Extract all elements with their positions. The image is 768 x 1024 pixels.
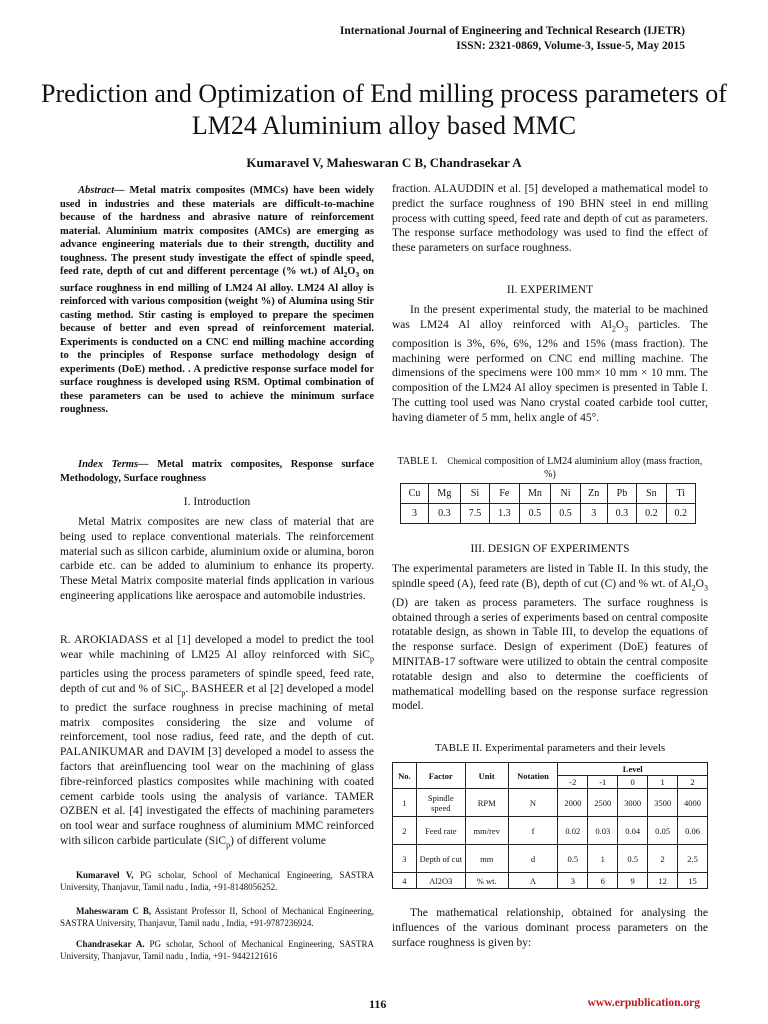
table2-cell-unit: % wt. — [465, 873, 508, 889]
table2-cell-value: 0.5 — [558, 845, 588, 873]
table1-value-row — [401, 504, 696, 524]
table2-row — [393, 789, 708, 817]
table2-level-cell: 1 — [648, 776, 678, 789]
table1-header-cell: Zn — [580, 484, 607, 504]
table2-cell-no: 2 — [393, 817, 417, 845]
table2-cell-value: 1 — [588, 845, 618, 873]
table1-header-cell: Fe — [490, 484, 519, 504]
design-o: O — [695, 577, 704, 590]
table1 — [400, 483, 696, 524]
intro-p2-sub-p1: p — [369, 654, 374, 664]
experiment-sub-3: 3 — [624, 324, 629, 334]
table2-col-unit: Unit — [465, 763, 508, 789]
section-heading-introduction: I. Introduction — [183, 496, 251, 508]
journal-name: International Journal of Engineering and Technical Research (IJETR) — [339, 25, 685, 37]
table1-header-cell: Ni — [551, 484, 580, 504]
table2-cell-value: 0.5 — [618, 845, 648, 873]
table2-cell-value: 3500 — [648, 789, 678, 817]
table1-header-cell: Ti — [666, 484, 695, 504]
footnote-3 — [60, 939, 374, 962]
design-text-a: The experimental parameters are listed in Table II. In this study, the spindle speed (A), feed rate (B), depth of cut (C) and % wt. of Al — [392, 563, 708, 590]
table2-cell-value: 0.06 — [678, 817, 708, 845]
table2-cell-value: 6 — [588, 873, 618, 889]
abstract-sub-2: 2 — [343, 270, 348, 280]
abstract — [60, 184, 374, 417]
intro-p2-b: particles using the process parameters of spindle speed, feed rate, depth of cut and % of SiC — [60, 667, 374, 695]
table2-cell-notation: d — [508, 845, 558, 873]
abstract-sub-3: 3 — [355, 270, 360, 280]
intro-p2 — [60, 633, 374, 853]
page-number: 116 — [369, 997, 387, 1011]
table2-cell-factor: Feed rate — [416, 817, 465, 845]
table2-cell-factor: Spindle speed — [416, 789, 465, 817]
table1-value-cell: 3 — [401, 504, 429, 524]
table2-cell-value: 0.03 — [588, 817, 618, 845]
table2-cell-value: 0.02 — [558, 817, 588, 845]
table1-header-row — [401, 484, 696, 504]
intro-paragraph-1 — [60, 515, 374, 604]
table1-header-cell: Mn — [519, 484, 551, 504]
table1-caption-a: TABLE I. — [397, 456, 438, 467]
footnote-3-name: Chandrasekar A. — [76, 939, 145, 949]
intro-p2-c: . BASHEER et al [2] developed a model to predict the surface roughness in precise machining of metal matrix composites considering the size and volume of reinforcement, tool nose radius, feed rate, and the depth of cut. PALANIKUMAR and DAVIM [3] developed a model to assess the factors that areinfluencing tool wear on the machining of glass fibre-reinforced plastics composites while machining with coated cement carbide tools using the analysis of variance. TAMER OZBEN et al. [4] investigated the effects of machining parameters on tool wear and surface roughness of aluminium MMC reinforced with silicon carbide particulate (SiC — [60, 682, 375, 847]
table2-level-cell: 0 — [618, 776, 648, 789]
table1-header-cell: Si — [460, 484, 489, 504]
table2-col-factor: Factor — [416, 763, 465, 789]
table2-body — [393, 789, 708, 889]
table1-value-cell: 7.5 — [460, 504, 489, 524]
table2-row — [393, 845, 708, 873]
table2-cell-value: 3 — [558, 873, 588, 889]
table1-value-cell: 0.3 — [607, 504, 636, 524]
abstract-text-b: on surface roughness in end milling of LM24 Al alloy. LM24 Al alloy is reinforced with various composition (weight %) of Alumina using Stir casting method. Stir casting is employed to prepare the specimen because of better and even spread of reinforcement material. Experiments is conducted on a CNC end milling machine according to the principles of Response surface methodology design of experiments (DoE) method. . A predictive response surface model for surface roughness is developed using RSM. Optimal combination of these parameters can be used to achieve the minimum surface roughness. — [60, 266, 374, 416]
footnote-1 — [60, 870, 374, 893]
footnote-3-text: PG scholar, School of Mechanical Engineering, SASTRA University, Thanjavur, Tamil nadu , India, +91- 9442121616 — [60, 939, 374, 961]
table2 — [392, 762, 708, 889]
index-terms — [60, 458, 374, 485]
table1-caption-c: composition of LM24 aluminium alloy (mass fraction, %) — [484, 456, 703, 480]
table2-caption: TABLE II. Experimental parameters and their levels — [434, 742, 666, 754]
section-heading-design: III. DESIGN OF EXPERIMENTS — [470, 543, 630, 555]
table2-cell-notation: A — [508, 873, 558, 889]
index-terms-text: Metal matrix composites, Response surface Methodology, Surface roughness — [60, 459, 374, 484]
table1-header-cell: Sn — [637, 484, 666, 504]
table1-caption-b: Chemical — [447, 456, 482, 466]
table1-header-cell: Mg — [429, 484, 461, 504]
table2-cell-unit: RPM — [465, 789, 508, 817]
intro-p2-sub-p3: p — [226, 840, 231, 850]
table2-cell-notation: N — [508, 789, 558, 817]
experiment-text-a: In the present experimental study, the material to be machined was LM24 Al alloy reinforced with Al — [392, 304, 708, 331]
table1-value-cell: 0.5 — [519, 504, 551, 524]
authors: Kumaravel V, Maheswaran C B, Chandrasekar A — [246, 155, 522, 170]
table2-cell-value: 12 — [648, 873, 678, 889]
table2-cell-value: 0.05 — [648, 817, 678, 845]
design-sub-2: 2 — [691, 583, 696, 593]
table2-cell-no: 4 — [393, 873, 417, 889]
design-p — [392, 562, 708, 714]
table2-cell-value: 4000 — [678, 789, 708, 817]
intro-p2-d: ) of different volume — [230, 834, 327, 847]
issn-line: ISSN: 2321-0869, Volume-3, Issue-5, May 2015 — [456, 40, 685, 52]
experiment-paragraph — [392, 303, 708, 426]
footnote-2-name: Maheswaram C B, — [76, 906, 152, 916]
table2-cell-value: 2500 — [588, 789, 618, 817]
experiment-text-b: particles. The composition is 3%, 6%, 6%, 12% and 15% (mass fraction). The machining were performed on CNC end milling machine. The dimensions of the specimens were 100 mm× 10 mm × 10 mm. The composition of the LM24 Al alloy specimen is presented in Table I. The cutting tool used was Nano crystal coated carbide tool cutter, having diameter of 5 mm, helix angle of 45°. — [392, 318, 708, 424]
table2-col-level: Level — [558, 763, 708, 776]
intro-paragraph-2 — [60, 633, 374, 853]
table2-cell-unit: mm — [465, 845, 508, 873]
table2-cell-value: 3000 — [618, 789, 648, 817]
table2-header-row — [393, 763, 708, 776]
table2-cell-factor: Depth of cut — [416, 845, 465, 873]
table2-cell-value: 9 — [618, 873, 648, 889]
experiment-sub-2: 2 — [611, 324, 616, 334]
footnote-2-text: Assistant Professor II, School of Mechanical Engineering, SASTRA University, Thanjavur, Tamil nadu , India, +91-9787236924. — [60, 906, 374, 928]
table1-value-cell: 0.5 — [551, 504, 580, 524]
table2-cell-no: 3 — [393, 845, 417, 873]
experiment-p — [392, 303, 708, 426]
table2-level-cell: -1 — [588, 776, 618, 789]
right-bottom-paragraph — [392, 906, 708, 950]
table1-header-cell: Pb — [607, 484, 636, 504]
section-heading-experiment: II. EXPERIMENT — [506, 284, 594, 296]
design-sub-3: 3 — [703, 583, 708, 593]
table2-level-cell: 2 — [678, 776, 708, 789]
table1-value-cell: 1.3 — [490, 504, 519, 524]
intro-p1: Metal Matrix composites are new class of material that are being used to replace conventional materials. The reinforcement material such as silicon carbide, aluminium oxide or alumina, boron carbide etc. can be added to aluminium to enhance its property. These Metal Matrix composite material finds application in various engineering applications like aerospace and automobile industries. — [60, 516, 374, 602]
design-text-b: (D) are taken as process parameters. The surface roughness is obtained through a series of experiments based on central composite rotatable design, as shown in Table III, to develop the equations of the response surface. Design of experiment (DoE) features of MINITAB-17 software were utilized to obtain the central composite rotatable design and also to determine the coefficients of mathematical modelling based on the response surface regression model. — [392, 596, 708, 713]
footnote-1-text: PG scholar, School of Mechanical Engineering, SASTRA University, Thanjavur, Tamil nadu , India, +91-8148056252. — [60, 870, 374, 892]
abstract-o: O — [347, 266, 356, 277]
table1-value-cell: 0.2 — [637, 504, 666, 524]
table2-cell-notation: f — [508, 817, 558, 845]
intro-p2-a: R. AROKIADASS et al [1] developed a model to predict the tool wear while machining of LM25 Al alloy reinforced with SiC — [60, 634, 374, 661]
footnote-1-name: Kumaravel V, — [76, 870, 134, 880]
table2-col-notation: Notation — [508, 763, 558, 789]
table1-value-cell: 0.2 — [666, 504, 695, 524]
table2-cell-unit: mm/rev — [465, 817, 508, 845]
table2-cell-value: 2000 — [558, 789, 588, 817]
table2-level-cell: -2 — [558, 776, 588, 789]
right-top-paragraph: fraction. ALAUDDIN et al. [5] developed a mathematical model to predict the surface roughness of 190 BHN steel in end milling process with cutting speed, feed rate and depth of cut as parameters. The response surface methodology was used to find the effect of these parameters on surface roughness. — [392, 183, 708, 255]
table2-cell-value: 15 — [678, 873, 708, 889]
design-paragraph — [392, 562, 708, 714]
abstract-text-a: Metal matrix composites (MMCs) have been widely used in industries and these materials are difficult-to-machine because of the hardness and abrasive nature of reinforcement material. Aluminium matrix composites (AMCs) are emerging as advance engineering materials due to their strength, ductility and toughness. The present study investigate the effect of spindle speed, feed rate, depth of cut and different percentage (% wt.) of Al — [60, 185, 374, 277]
table2-cell-value: 0.04 — [618, 817, 648, 845]
abstract-label: Abstract— — [78, 185, 125, 196]
table1-caption — [392, 455, 708, 481]
table2-row — [393, 817, 708, 845]
table2-cell-value: 2 — [648, 845, 678, 873]
paper-title: Prediction and Optimization of End milling process parameters of LM24 Aluminium alloy based MMC — [41, 79, 727, 140]
experiment-o: O — [615, 318, 625, 331]
table2-col-no: No. — [393, 763, 417, 789]
intro-p2-sub-p2: p — [181, 687, 186, 697]
table1-value-cell: 0.3 — [429, 504, 461, 524]
table2-row — [393, 873, 708, 889]
publisher-url[interactable]: www.erpublication.org — [587, 997, 700, 1009]
footnote-2 — [60, 906, 374, 929]
table2-cell-no: 1 — [393, 789, 417, 817]
right-bottom-p: The mathematical relationship, obtained for analysing the influences of the various dominant process parameters on the surface roughness is given by: — [392, 907, 708, 949]
table2-cell-value: 2.5 — [678, 845, 708, 873]
table2-cell-factor: Al2O3 — [416, 873, 465, 889]
table1-value-cell: 3 — [580, 504, 607, 524]
index-terms-label: Index Terms— — [78, 459, 149, 470]
table1-header-cell: Cu — [401, 484, 429, 504]
